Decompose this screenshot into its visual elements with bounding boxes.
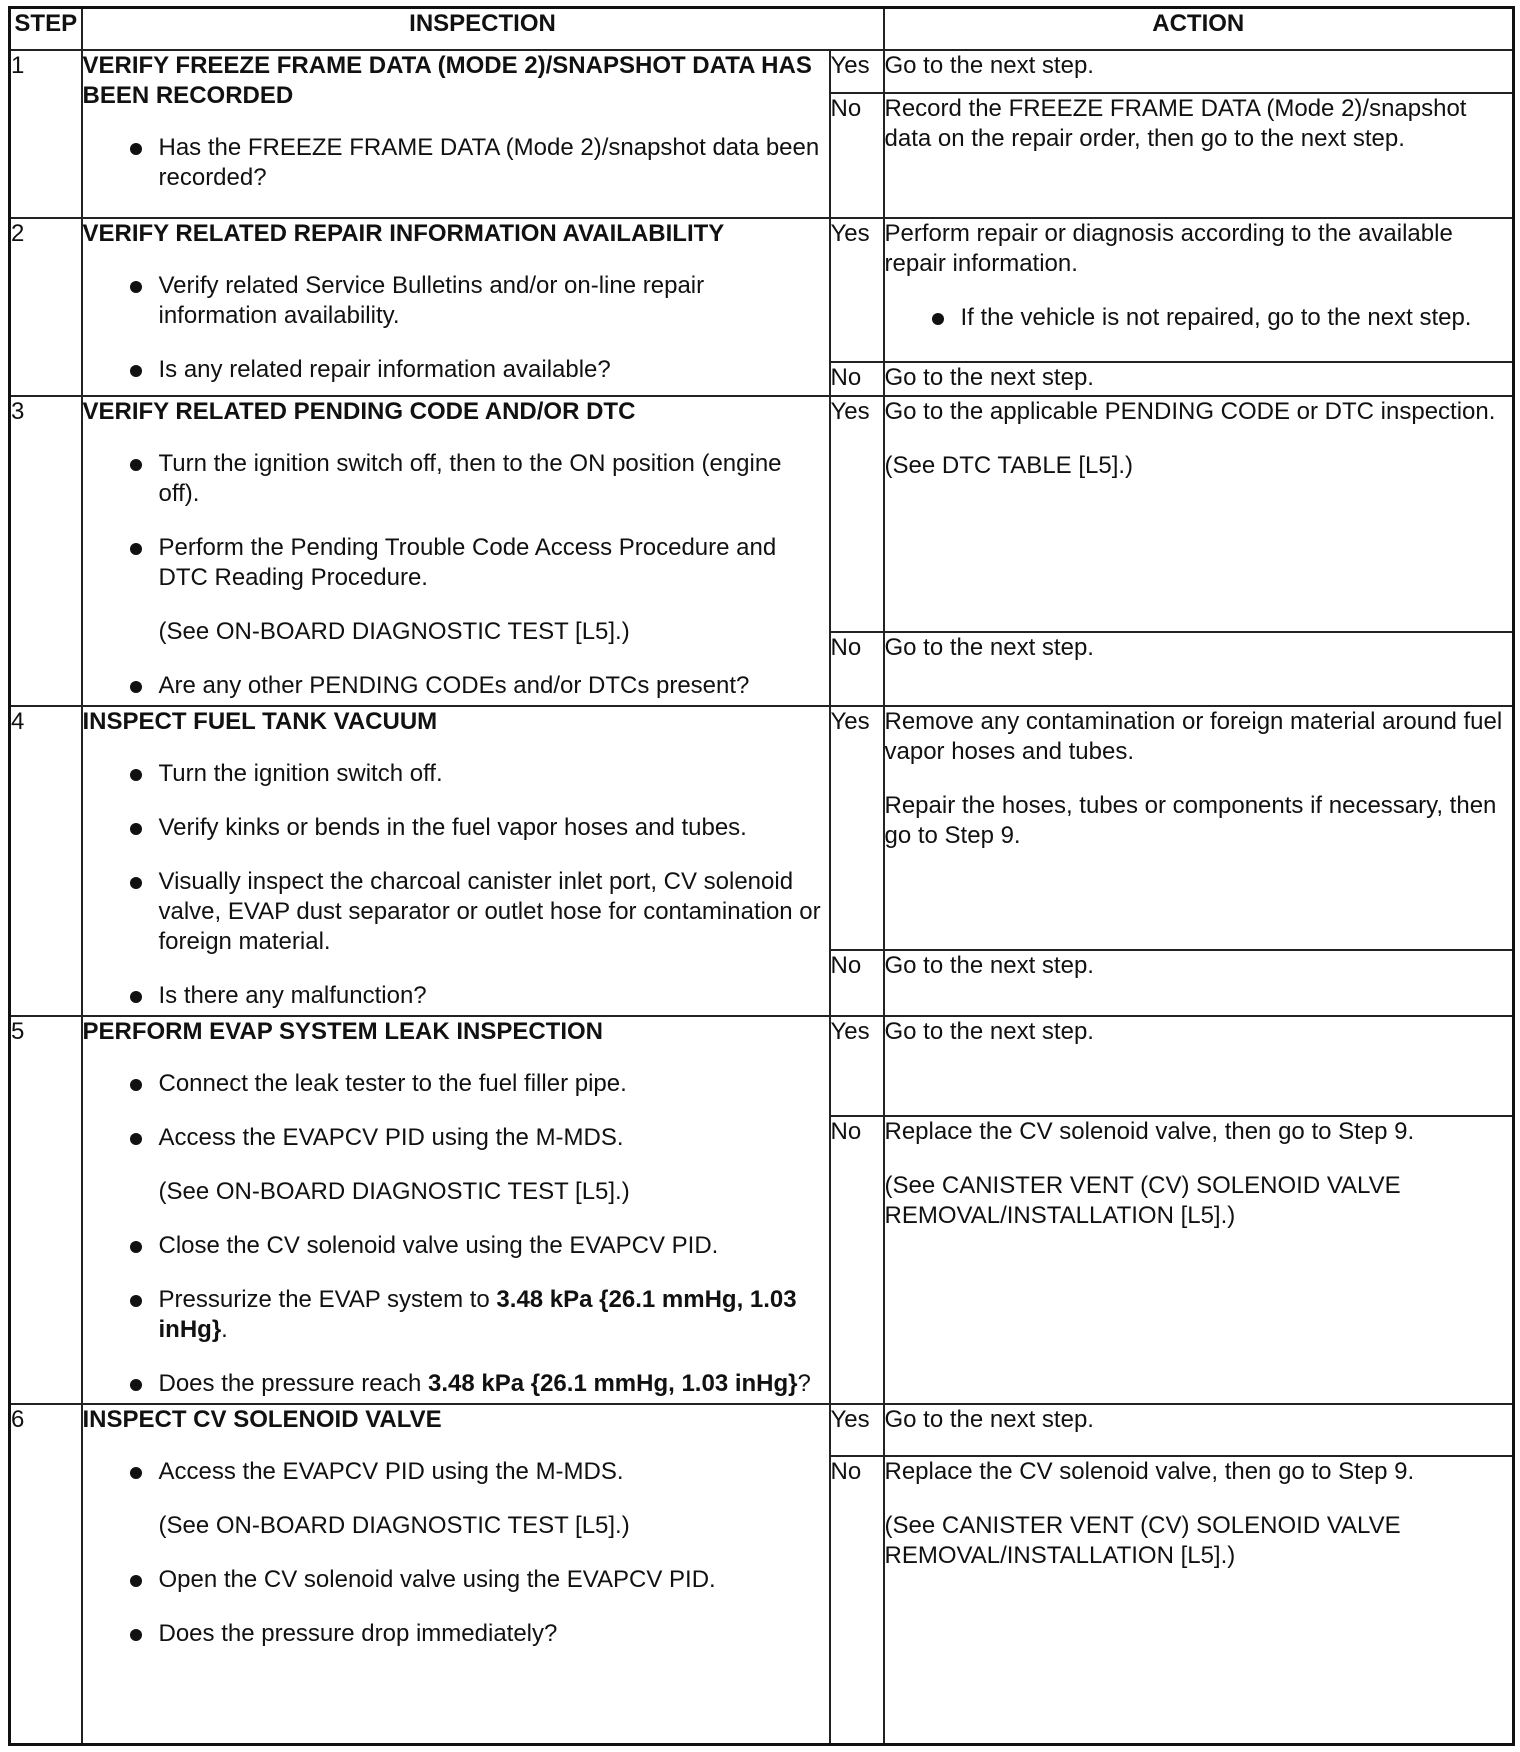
pressurize-bullet bbox=[83, 1285, 829, 1345]
step-5-yes-row bbox=[10, 1016, 1514, 1116]
action-bullet: If the vehicle is not repaired, go to the next step. bbox=[885, 303, 1513, 333]
inspection-bullet: Visually inspect the charcoal canister inlet port, CV solenoid valve, EVAP dust separator or outlet hose for contamination or foreign material. bbox=[83, 867, 829, 957]
yes-label: Yes bbox=[830, 396, 884, 632]
no-label: No bbox=[830, 362, 884, 396]
inspection-bullet: Is there any malfunction? bbox=[83, 981, 829, 1011]
action-text: Go to the next step. bbox=[884, 1018, 1094, 1045]
step-title: INSPECT FUEL TANK VACUUM bbox=[82, 708, 438, 735]
reference-note: (See ON-BOARD DIAGNOSTIC TEST [L5].) bbox=[158, 1512, 630, 1539]
diagnostic-procedure-sheet bbox=[8, 6, 1512, 1746]
step-4-yes-row bbox=[10, 706, 1514, 950]
action-reference: (See CANISTER VENT (CV) SOLENOID VALVE REMOVAL/INSTALLATION [L5].) bbox=[884, 1171, 1401, 1229]
no-action bbox=[884, 950, 1514, 1016]
header-step: STEP bbox=[10, 8, 82, 51]
step-title: INSPECT CV SOLENOID VALVE bbox=[82, 1406, 442, 1433]
action-text: Go to the next step. bbox=[884, 951, 1094, 979]
question-post: ? bbox=[797, 1370, 811, 1397]
step-3-inspection bbox=[82, 396, 830, 706]
step-number: 4 bbox=[10, 706, 82, 1016]
action-reference: (See CANISTER VENT (CV) SOLENOID VALVE REMOVAL/INSTALLATION [L5].) bbox=[884, 1512, 1401, 1569]
pressure-value: 3.48 kPa {26.1 mmHg, 1.03 inHg} bbox=[427, 1370, 798, 1397]
no-label: No bbox=[830, 950, 884, 1016]
step-title: PERFORM EVAP SYSTEM LEAK INSPECTION bbox=[82, 1018, 604, 1045]
no-action bbox=[884, 632, 1514, 706]
inspection-bullet: Access the EVAPCV PID using the M-MDS. bbox=[83, 1457, 829, 1487]
no-action bbox=[884, 1456, 1514, 1745]
step-title: VERIFY RELATED PENDING CODE AND/OR DTC bbox=[82, 398, 636, 425]
inspection-bullet: Does the pressure drop immediately? bbox=[83, 1619, 829, 1649]
no-label: No bbox=[830, 1116, 884, 1404]
no-action bbox=[884, 362, 1514, 396]
reference-note: (See ON-BOARD DIAGNOSTIC TEST [L5].) bbox=[158, 1178, 630, 1205]
no-label: No bbox=[830, 93, 884, 218]
step-1-inspection bbox=[82, 50, 830, 218]
header-inspection: INSPECTION bbox=[82, 8, 884, 51]
inspection-bullet: Has the FREEZE FRAME DATA (Mode 2)/snapshot data been recorded? bbox=[83, 133, 829, 193]
no-action bbox=[884, 93, 1514, 218]
action-text: Go to the next step. bbox=[884, 364, 1094, 391]
no-label: No bbox=[830, 632, 884, 706]
step-title: VERIFY FREEZE FRAME DATA (MODE 2)/SNAPSHOT DATA HAS BEEN RECORDED bbox=[82, 52, 812, 109]
step-6-inspection bbox=[82, 1404, 830, 1745]
yes-action bbox=[884, 218, 1514, 362]
action-text: Go to the next step. bbox=[884, 633, 1094, 661]
question-bullet bbox=[83, 1369, 829, 1399]
step-number: 3 bbox=[10, 396, 82, 706]
yes-label: Yes bbox=[830, 218, 884, 362]
pressurize-pre: Pressurize the EVAP system to bbox=[158, 1286, 497, 1313]
no-action bbox=[884, 1116, 1514, 1404]
inspection-bullet: Is any related repair information available? bbox=[83, 355, 829, 385]
yes-action bbox=[884, 396, 1514, 632]
inspection-bullet: Turn the ignition switch off. bbox=[83, 759, 829, 789]
inspection-bullet: Open the CV solenoid valve using the EVAPCV PID. bbox=[83, 1565, 829, 1595]
question-pre: Does the pressure reach bbox=[158, 1370, 428, 1397]
yes-label: Yes bbox=[830, 50, 884, 93]
action-text: Record the FREEZE FRAME DATA (Mode 2)/snapshot data on the repair order, then go to the next step. bbox=[884, 94, 1467, 152]
step-number: 5 bbox=[10, 1016, 82, 1404]
header-row bbox=[10, 8, 1514, 51]
inspection-bullet: Are any other PENDING CODEs and/or DTCs present? bbox=[83, 671, 829, 701]
step-number: 1 bbox=[10, 50, 82, 218]
step-1-yes-row bbox=[10, 50, 1514, 93]
inspection-bullet: Access the EVAPCV PID using the M-MDS. bbox=[83, 1123, 829, 1153]
pressure-value: 3.48 kPa {26.1 mmHg, 1.03 inHg} bbox=[158, 1286, 797, 1343]
action-text: Replace the CV solenoid valve, then go to Step 9. bbox=[884, 1458, 1415, 1485]
action-text: Go to the next step. bbox=[884, 52, 1094, 79]
action-text: Repair the hoses, tubes or components if necessary, then go to Step 9. bbox=[884, 792, 1497, 849]
step-title: VERIFY RELATED REPAIR INFORMATION AVAILABILITY bbox=[82, 220, 725, 247]
header-action: ACTION bbox=[884, 8, 1514, 51]
step-3-yes-row bbox=[10, 396, 1514, 632]
step-2-yes-row bbox=[10, 218, 1514, 362]
yes-label: Yes bbox=[830, 706, 884, 950]
action-text: Replace the CV solenoid valve, then go to Step 9. bbox=[884, 1117, 1415, 1145]
yes-action bbox=[884, 706, 1514, 950]
action-reference: (See DTC TABLE [L5].) bbox=[884, 452, 1134, 479]
action-text: Remove any contamination or foreign material around fuel vapor hoses and tubes. bbox=[884, 708, 1503, 765]
yes-action bbox=[884, 1404, 1514, 1456]
yes-action bbox=[884, 1016, 1514, 1116]
step-2-inspection bbox=[82, 218, 830, 396]
inspection-bullet: Close the CV solenoid valve using the EVAPCV PID. bbox=[83, 1231, 829, 1261]
inspection-bullet: Turn the ignition switch off, then to the ON position (engine off). bbox=[83, 449, 829, 509]
step-number: 6 bbox=[10, 1404, 82, 1745]
inspection-bullet: Verify kinks or bends in the fuel vapor hoses and tubes. bbox=[83, 813, 829, 843]
yes-label: Yes bbox=[830, 1404, 884, 1456]
pressurize-post: . bbox=[221, 1316, 228, 1343]
no-label: No bbox=[830, 1456, 884, 1745]
action-text: Go to the next step. bbox=[884, 1406, 1094, 1433]
inspection-bullet: Verify related Service Bulletins and/or on-line repair information availability. bbox=[83, 271, 829, 331]
step-4-inspection bbox=[82, 706, 830, 1016]
action-text: Perform repair or diagnosis according to the available repair information. bbox=[884, 220, 1453, 277]
inspection-bullet: Perform the Pending Trouble Code Access Procedure and DTC Reading Procedure. bbox=[83, 533, 829, 593]
inspection-bullet: Connect the leak tester to the fuel filler pipe. bbox=[83, 1069, 829, 1099]
yes-label: Yes bbox=[830, 1016, 884, 1116]
step-5-inspection bbox=[82, 1016, 830, 1404]
reference-note: (See ON-BOARD DIAGNOSTIC TEST [L5].) bbox=[158, 618, 630, 645]
diagnostic-table bbox=[8, 6, 1515, 1746]
step-number: 2 bbox=[10, 218, 82, 396]
step-6-yes-row bbox=[10, 1404, 1514, 1456]
yes-action bbox=[884, 50, 1514, 93]
action-text: Go to the applicable PENDING CODE or DTC inspection. bbox=[884, 398, 1496, 425]
